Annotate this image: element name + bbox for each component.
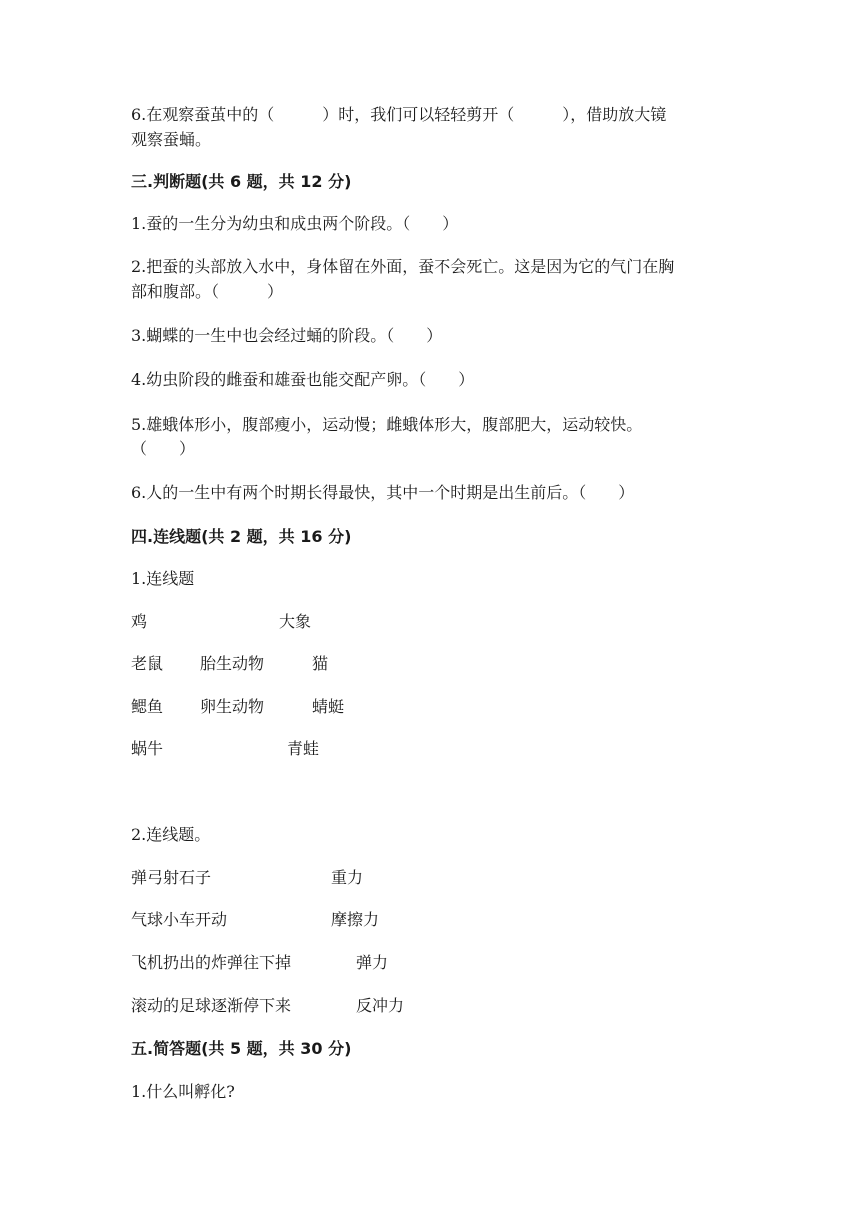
match-q2-row-2-right: 摩擦力 [331, 910, 380, 929]
match-q1-row-4-right: 青蛙 [287, 739, 320, 758]
match-q1-row-4-left: 蜗牛 [131, 739, 164, 758]
match-q1-row-1-right: 大象 [279, 612, 312, 631]
q6-line-1: 6.在观察蚕茧中的（ ）时，我们可以轻轻剪开（ ），借助放大镜 [131, 105, 667, 124]
section4-title: 四.连线题(共 2 题，共 16 分) [131, 527, 352, 546]
match-q2-row-3-left: 飞机扔出的炸弹往下掉 [131, 953, 292, 972]
match-q2-row-2-left: 气球小车开动 [131, 910, 228, 929]
short-answer-item-1: 1.什么叫孵化? [131, 1082, 235, 1101]
match-q1-row-2-mid: 胎生动物 [200, 654, 265, 673]
match-q2-label: 2.连线题。 [131, 825, 211, 844]
match-q2-row-4-right: 反冲力 [356, 996, 405, 1015]
section5-title: 五.简答题(共 5 题，共 30 分) [131, 1039, 352, 1058]
match-q2-row-1-left: 弹弓射石子 [131, 868, 212, 887]
q6-line-2: 观察蚕蛹。 [131, 130, 212, 149]
match-q2-row-3-right: 弹力 [356, 953, 389, 972]
judge-item-2-line2: 部和腹部。（ ） [131, 282, 284, 301]
match-q1-row-2-right: 猫 [312, 654, 329, 673]
judge-item-1: 1.蚕的一生分为幼虫和成虫两个阶段。（ ） [131, 214, 459, 233]
match-q2-row-4-left: 滚动的足球逐渐停下来 [131, 996, 292, 1015]
match-q2-row-1-right: 重力 [331, 868, 364, 887]
judge-item-5-line1: 5.雄蛾体形小，腹部瘦小，运动慢；雌蛾体形大，腹部肥大，运动较快。 [131, 415, 643, 434]
match-q1-label: 1.连线题 [131, 569, 195, 588]
judge-item-4: 4.幼虫阶段的雌蚕和雄蚕也能交配产卵。（ ） [131, 370, 475, 389]
match-q1-row-3-left: 鳃鱼 [131, 697, 164, 716]
match-q1-row-2-left: 老鼠 [131, 654, 164, 673]
section3-title: 三.判断题(共 6 题，共 12 分) [131, 172, 352, 191]
match-q1-row-3-mid: 卵生动物 [200, 697, 265, 716]
judge-item-2-line1: 2.把蚕的头部放入水中，身体留在外面，蚕不会死亡。这是因为它的气门在胸 [131, 257, 675, 276]
match-q1-row-3-right: 蜻蜓 [312, 697, 345, 716]
judge-item-5-line2: （ ） [131, 439, 196, 458]
match-q1-row-1-left: 鸡 [131, 612, 148, 631]
judge-item-3: 3.蝴蝶的一生中也会经过蛹的阶段。（ ） [131, 326, 443, 345]
judge-item-6: 6.人的一生中有两个时期长得最快，其中一个时期是出生前后。（ ） [131, 483, 635, 502]
